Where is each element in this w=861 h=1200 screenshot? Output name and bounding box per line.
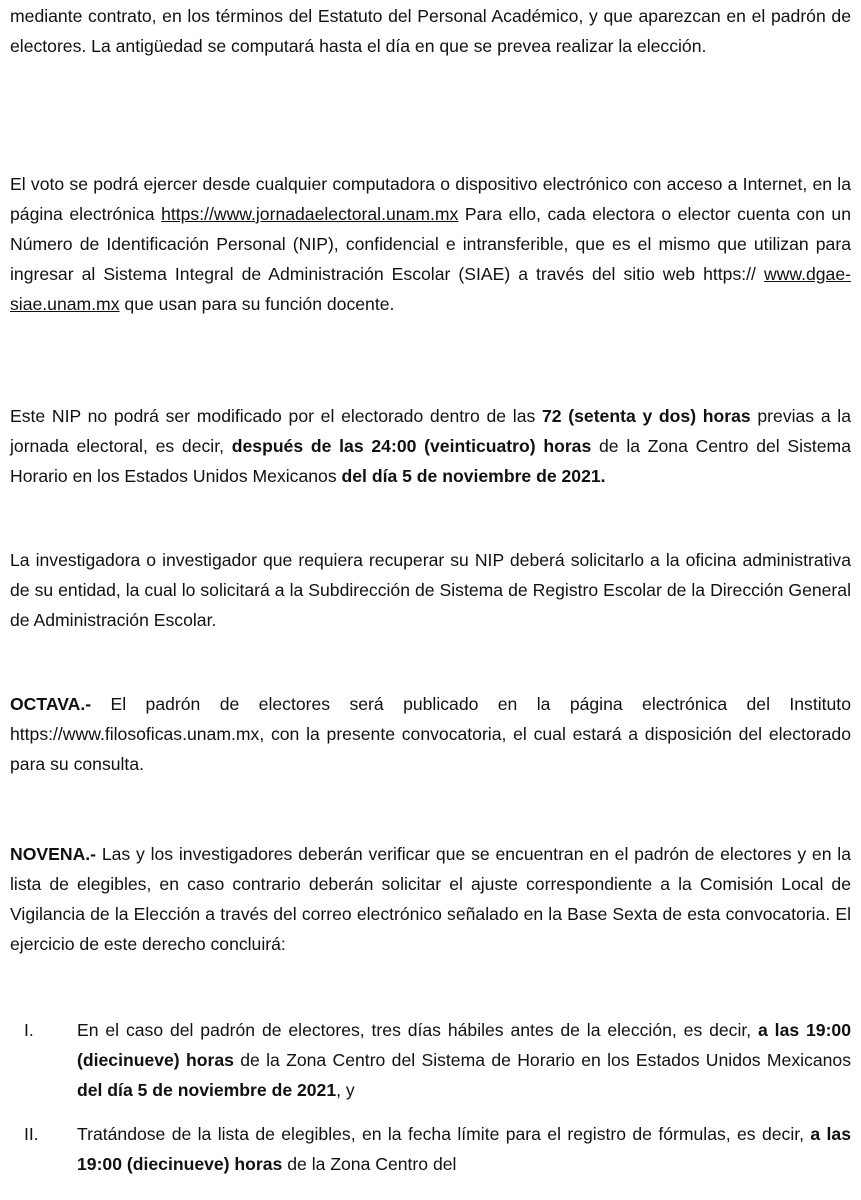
- dgae-siae-link[interactable]: www.dgae-siae.unam.mx: [10, 264, 851, 314]
- text: de la Zona Centro del Sistema Horario en los Estados Unidos Mexicanos: [10, 436, 851, 486]
- text: En el caso del padrón de electores, tres días hábiles antes de la elección, es decir,: [77, 1020, 759, 1040]
- paragraph-eligibility: [10, 1, 851, 61]
- paragraph-voting-access: [10, 169, 851, 319]
- text: La investigadora o investigador que requiera recuperar su NIP deberá solicitarlo a la oficina administrativa de su entidad, la cual lo solicitará a la Subdirección de Sistema de Registro Escolar de la Dirección General de Administración Escolar.: [10, 550, 851, 630]
- jornada-electoral-link[interactable]: https://www.jornadaelectoral.unam.mx: [161, 204, 459, 224]
- text: El padrón de electores será publicado en la página electrónica del Instituto https://www.filosoficas.unam.mx, con la presente convocatoria, el cual estará a disposición del electorado para su consulta.: [10, 694, 851, 774]
- text: El voto se podrá ejercer desde cualquier computadora o dispositivo electrónico con acceso a Internet, en la página electrónica: [10, 174, 851, 224]
- list-number: II.: [24, 1124, 39, 1144]
- paragraph-nip-recovery: [10, 545, 851, 635]
- text: Este NIP no podrá ser modificado por el electorado dentro de las: [10, 406, 542, 426]
- bold-text: del día 5 de noviembre de 2021.: [341, 466, 606, 486]
- bold-text: 72 (setenta y dos) horas: [542, 406, 751, 426]
- text: Para ello, cada electora o elector cuenta con un Número de Identificación Personal (NIP), confidencial e intransferible, que es el mismo que utilizan para ingresar al Sistema Integral de Administración Escolar (SIAE) a través del sitio web https://: [10, 204, 851, 284]
- text: Las y los investigadores deberán verificar que se encuentran en el padrón de electores y en la lista de elegibles, en caso contrario deberán solicitar el ajuste correspondiente a la Comisión Local de Vigilancia de la Elección a través del correo electrónico señalado en la Base Sexta de esta convocatoria. El ejercicio de este derecho concluirá:: [10, 844, 851, 954]
- section-heading: OCTAVA.-: [10, 694, 92, 714]
- text: de la Zona Centro del: [282, 1154, 457, 1174]
- list-item: [10, 1119, 851, 1179]
- text: , y: [336, 1080, 355, 1100]
- text: de la Zona Centro del Sistema de Horario en los Estados Unidos Mexicanos: [233, 1050, 851, 1070]
- paragraph-octava: [10, 689, 851, 779]
- text: Tratándose de la lista de elegibles, en la fecha límite para el registro de fórmulas, es decir,: [77, 1124, 811, 1144]
- text: mediante contrato, en los términos del Estatuto del Personal Académico, y que aparezcan en el padrón de electores. La antigüedad se computará hasta el día en que se prevea realizar la elección.: [10, 6, 851, 56]
- list-item: [10, 1015, 851, 1105]
- deadline-list: [10, 1015, 851, 1179]
- bold-text: a las 19:00 (diecinueve) horas: [77, 1124, 851, 1174]
- bold-text: del día 5 de noviembre de 2021: [77, 1080, 337, 1100]
- paragraph-nip-restriction: [10, 401, 851, 491]
- bold-text: después de las 24:00 (veinticuatro) horas: [231, 436, 592, 456]
- text: previas a la jornada electoral, es decir,: [10, 406, 851, 456]
- text: que usan para su función docente.: [119, 294, 395, 314]
- list-number: I.: [24, 1020, 34, 1040]
- bold-text: a las 19:00 (diecinueve) horas: [77, 1020, 851, 1070]
- section-heading: NOVENA.-: [10, 844, 97, 864]
- paragraph-novena: [10, 839, 851, 959]
